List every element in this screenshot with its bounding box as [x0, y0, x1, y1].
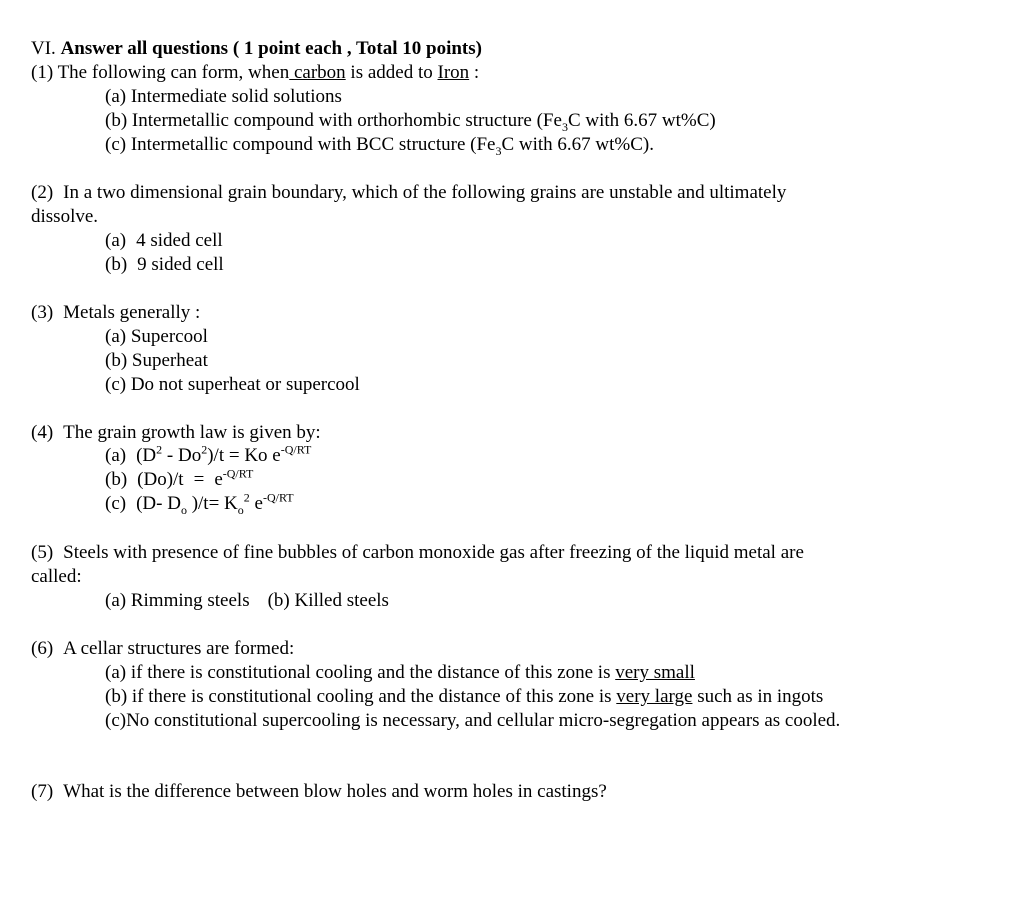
question-5-options — [105, 589, 389, 613]
formula-c-part-2: )/t= K — [186, 493, 238, 514]
question-3-option-c: (c) Do not superheat or supercool — [105, 374, 360, 395]
question-4-option-b-label: (b) — [105, 469, 128, 490]
formula-b-part-1: (Do)/t — [137, 469, 184, 490]
question-1-number: (1) — [31, 62, 54, 83]
question-4-number: (4) — [31, 422, 54, 443]
question-3 — [31, 301, 200, 325]
question-6-text: A cellar structures are formed: — [63, 638, 295, 659]
question-2-option-a-text: 4 sided cell — [136, 230, 223, 251]
formula-a-sup-2: 2 — [201, 442, 208, 457]
question-6-number: (6) — [31, 638, 54, 659]
question-2-option-b — [105, 253, 224, 277]
section-title: Answer all questions ( 1 point each , Total 10 points) — [60, 38, 482, 59]
question-4-option-c-label: (c) — [105, 493, 127, 514]
question-7 — [31, 780, 607, 804]
question-1-text-b: is added to — [350, 62, 433, 83]
question-5-option-a: (a) Rimming steels — [105, 590, 250, 611]
question-1-text-c: : — [473, 62, 480, 83]
question-4-text: The grain growth law is given by: — [63, 422, 321, 443]
question-1-word-carbon: carbon — [289, 62, 346, 83]
question-3-number: (3) — [31, 302, 54, 323]
question-3-option-a: (a) Supercool — [105, 326, 208, 347]
question-4-option-a-label: (a) — [105, 445, 127, 466]
question-1 — [31, 61, 479, 85]
question-4-option-c — [105, 492, 294, 516]
question-2-option-a-label: (a) — [105, 230, 127, 251]
question-1-option-c-sub: 3 — [495, 143, 502, 158]
formula-a-exponent: -Q/RT — [280, 442, 312, 457]
question-6-option-a — [105, 661, 695, 685]
question-4-option-a — [105, 444, 311, 468]
formula-c-part-1: (D- D — [136, 493, 181, 514]
section-header — [31, 37, 482, 61]
question-5 — [31, 541, 804, 565]
question-6-option-b — [105, 685, 823, 709]
question-5-number: (5) — [31, 542, 54, 563]
formula-c-part-3: e — [249, 493, 263, 514]
question-6-option-a-pre: (a) if there is constitutional cooling and the distance of this zone is — [105, 662, 611, 683]
question-1-option-b — [105, 109, 716, 133]
question-2-line-1: In a two dimensional grain boundary, which of the following grains are unstable and ultimately — [63, 182, 787, 203]
question-7-text: What is the difference between blow holes and worm holes in castings? — [63, 781, 607, 802]
question-5-line-1: Steels with presence of fine bubbles of carbon monoxide gas after freezing of the liquid metal are — [63, 542, 804, 563]
formula-c-sup-2: 2 — [243, 490, 250, 505]
formula-a-part-3: )/t = Ko e — [207, 445, 281, 466]
question-5-option-b: (b) Killed steels — [267, 590, 389, 611]
question-4-option-b — [105, 468, 253, 492]
question-6-option-b-post: such as in ingots — [697, 686, 824, 707]
question-5-line-2: called: — [31, 566, 82, 587]
question-1-text-a: The following can form, when — [57, 62, 290, 83]
formula-b-equals: = — [193, 469, 205, 490]
question-1-option-b-sub: 3 — [561, 119, 568, 134]
question-2 — [31, 181, 786, 205]
question-6-option-b-pre: (b) if there is constitutional cooling and the distance of this zone is — [105, 686, 612, 707]
question-2-option-b-label: (b) — [105, 254, 128, 275]
question-1-option-a: (a) Intermediate solid solutions — [105, 86, 342, 107]
formula-c-exponent: -Q/RT — [262, 490, 294, 505]
formula-b-exponent: -Q/RT — [222, 466, 254, 481]
formula-c-sub-1: o — [180, 502, 187, 517]
section-roman: VI. — [31, 38, 56, 59]
formula-a-sup-1: 2 — [156, 442, 163, 457]
question-6-option-c: (c)No constitutional supercooling is necessary, and cellular micro-segregation appears as cooled. — [105, 710, 841, 731]
question-1-word-iron: Iron — [437, 62, 470, 83]
question-3-option-b: (b) Superheat — [105, 350, 208, 371]
question-6 — [31, 637, 294, 661]
question-1-option-b-pre: (b) Intermetallic compound with orthorhombic structure (Fe — [105, 110, 562, 131]
question-4 — [31, 421, 321, 445]
formula-c-sub-2: o — [237, 502, 244, 517]
question-6-option-b-underlined: very large — [616, 686, 693, 707]
question-1-option-c-pre: (c) Intermetallic compound with BCC structure (Fe — [105, 134, 496, 155]
question-6-option-a-underlined: very small — [615, 662, 695, 683]
formula-b-part-2: e — [214, 469, 223, 490]
question-3-text: Metals generally : — [63, 302, 201, 323]
formula-a-part-2: - Do — [162, 445, 202, 466]
formula-a-part-1: (D — [136, 445, 157, 466]
question-2-number: (2) — [31, 182, 54, 203]
question-2-line-2: dissolve. — [31, 206, 99, 227]
question-2-option-a — [105, 229, 223, 253]
question-1-option-c-post: C with 6.67 wt%C). — [501, 134, 654, 155]
question-1-option-c — [105, 133, 654, 157]
question-1-option-b-post: C with 6.67 wt%C) — [567, 110, 716, 131]
question-7-number: (7) — [31, 781, 54, 802]
question-2-option-b-text: 9 sided cell — [137, 254, 224, 275]
